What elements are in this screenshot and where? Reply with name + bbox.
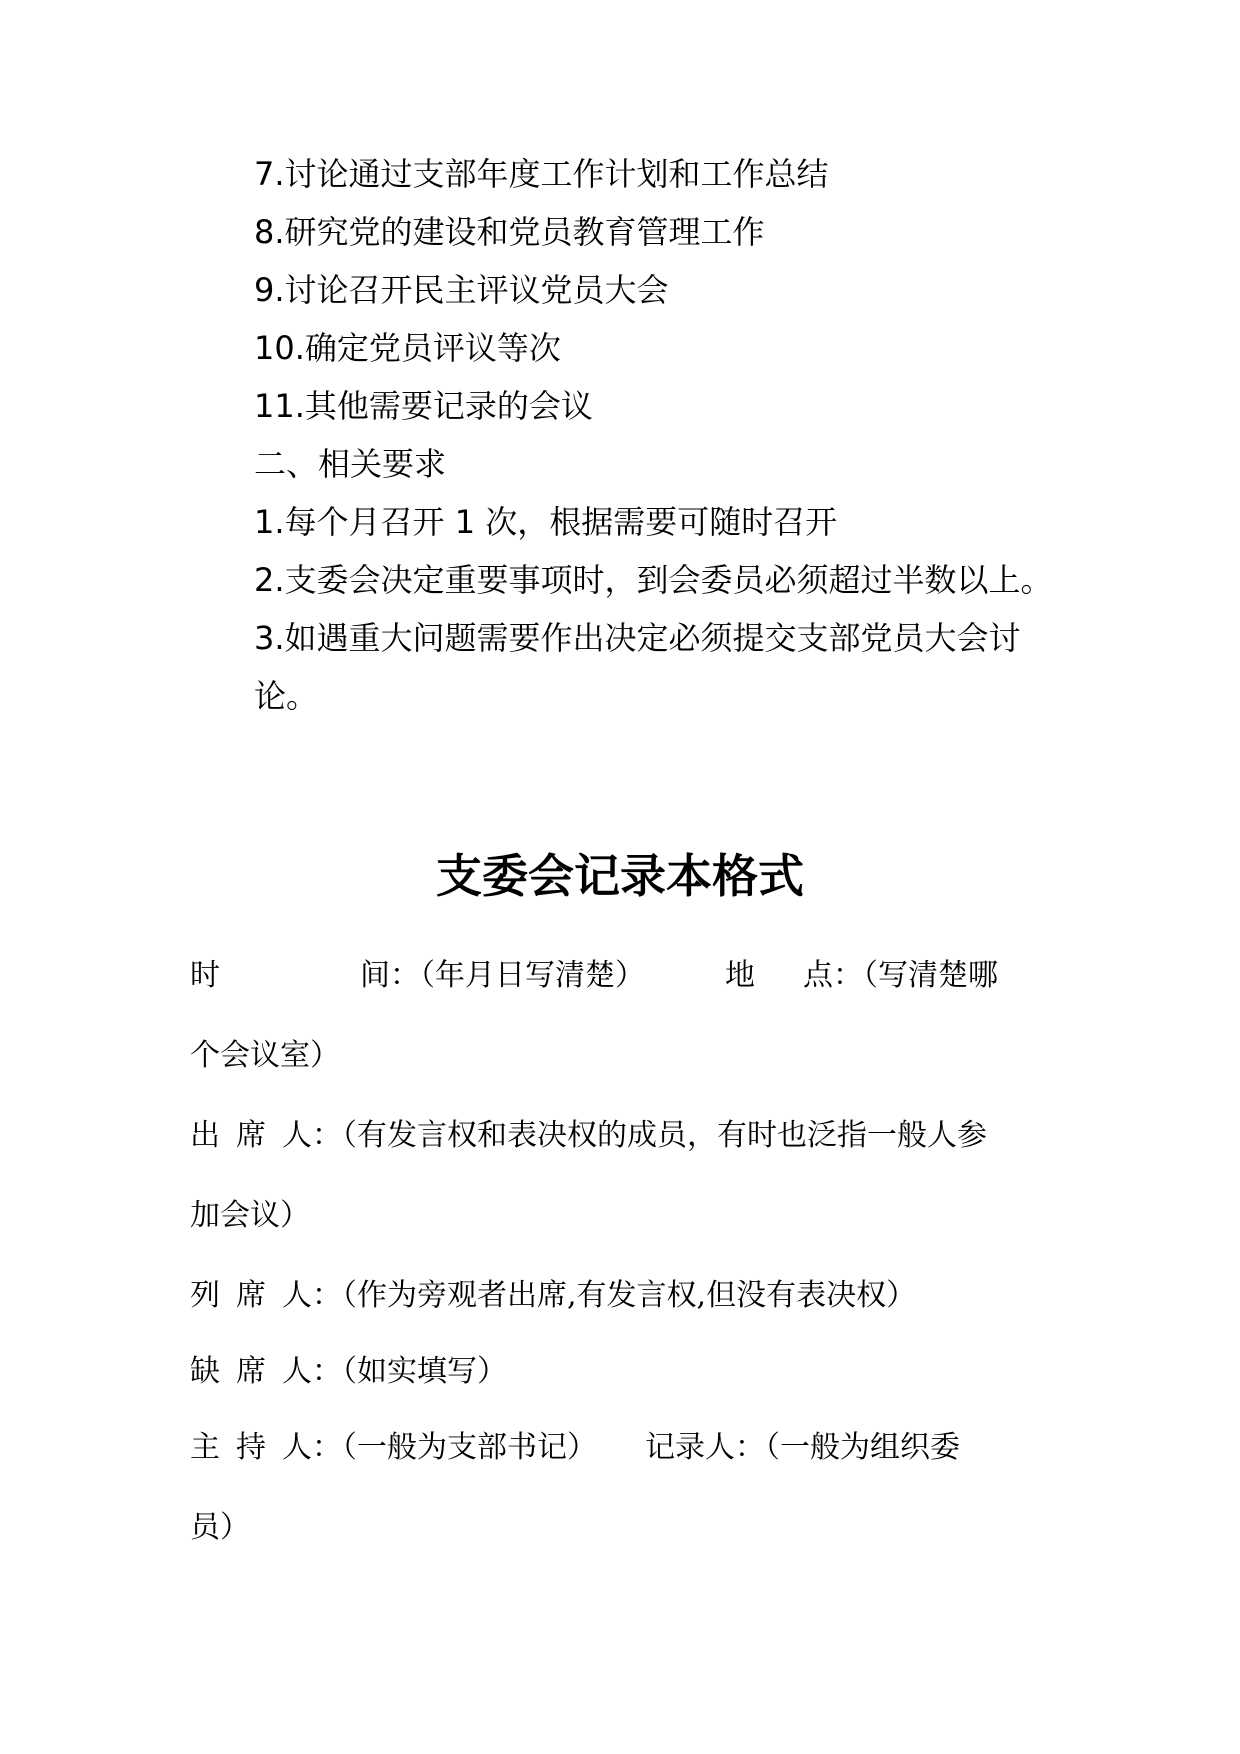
host-recorder-row [190,1428,960,1468]
place-value: （写清楚哪 [863,958,998,993]
attendees-value: （有发言权和表决权的成员，有时也泛指一般人参 [342,1118,987,1153]
recorder-label: 记录人： [645,1430,765,1465]
observers-label-char-2: 席 [236,1278,266,1313]
agenda-item-7: 7.讨论通过支部年度工作计划和工作总结 [254,155,829,193]
time-label-char-2: 间： [360,958,420,993]
attendees-label-char-2: 席 [236,1118,266,1153]
recorder-value: （一般为组织委 [765,1430,960,1465]
requirement-item-1: 1.每个月召开 1 次，根据需要可随时召开 [254,503,838,541]
host-value: （一般为支部书记） [342,1430,597,1465]
absentees-label-char-1: 缺 [190,1354,220,1389]
host-label-char-3: 人： [282,1430,342,1465]
absentees-value: （如实填写） [342,1354,507,1389]
place-value-continuation: 个会议室） [190,1038,340,1073]
section-heading-requirements: 二、相关要求 [254,445,447,483]
place-label-char-2: 点： [803,958,863,993]
absentees-label-char-2: 席 [236,1354,266,1389]
observers-value: （作为旁观者出席,有发言权,但没有表决权） [342,1278,917,1313]
host-label-char-1: 主 [190,1430,220,1465]
requirement-item-3: 3.如遇重大问题需要作出决定必须提交支部党员大会讨 [254,619,1021,657]
attendees-row [190,1116,987,1156]
observers-label-char-3: 人： [282,1278,342,1313]
time-place-row [190,956,998,996]
recorder-value-continuation: 员） [190,1510,250,1545]
agenda-item-11: 11.其他需要记录的会议 [254,387,593,425]
observers-label-char-1: 列 [190,1278,220,1313]
requirement-item-3-cont: 论。 [254,677,319,715]
absentees-label-char-3: 人： [282,1354,342,1389]
requirement-item-2: 2.支委会决定重要事项时，到会委员必须超过半数以上。 [254,561,1053,599]
attendees-label-char-1: 出 [190,1118,220,1153]
observers-row [190,1276,916,1316]
agenda-item-9: 9.讨论召开民主评议党员大会 [254,271,669,309]
host-label-char-2: 持 [236,1430,266,1465]
time-label-char-1: 时 [190,958,220,993]
place-label-char-1: 地 [725,958,755,993]
agenda-item-10: 10.确定党员评议等次 [254,329,561,367]
attendees-value-continuation: 加会议） [190,1198,310,1233]
absentees-row [190,1352,507,1392]
time-value: （年月日写清楚） [420,958,645,993]
page-title: 支委会记录本格式 [436,849,804,903]
attendees-label-char-3: 人： [282,1118,342,1153]
agenda-item-8: 8.研究党的建设和党员教育管理工作 [254,213,765,251]
